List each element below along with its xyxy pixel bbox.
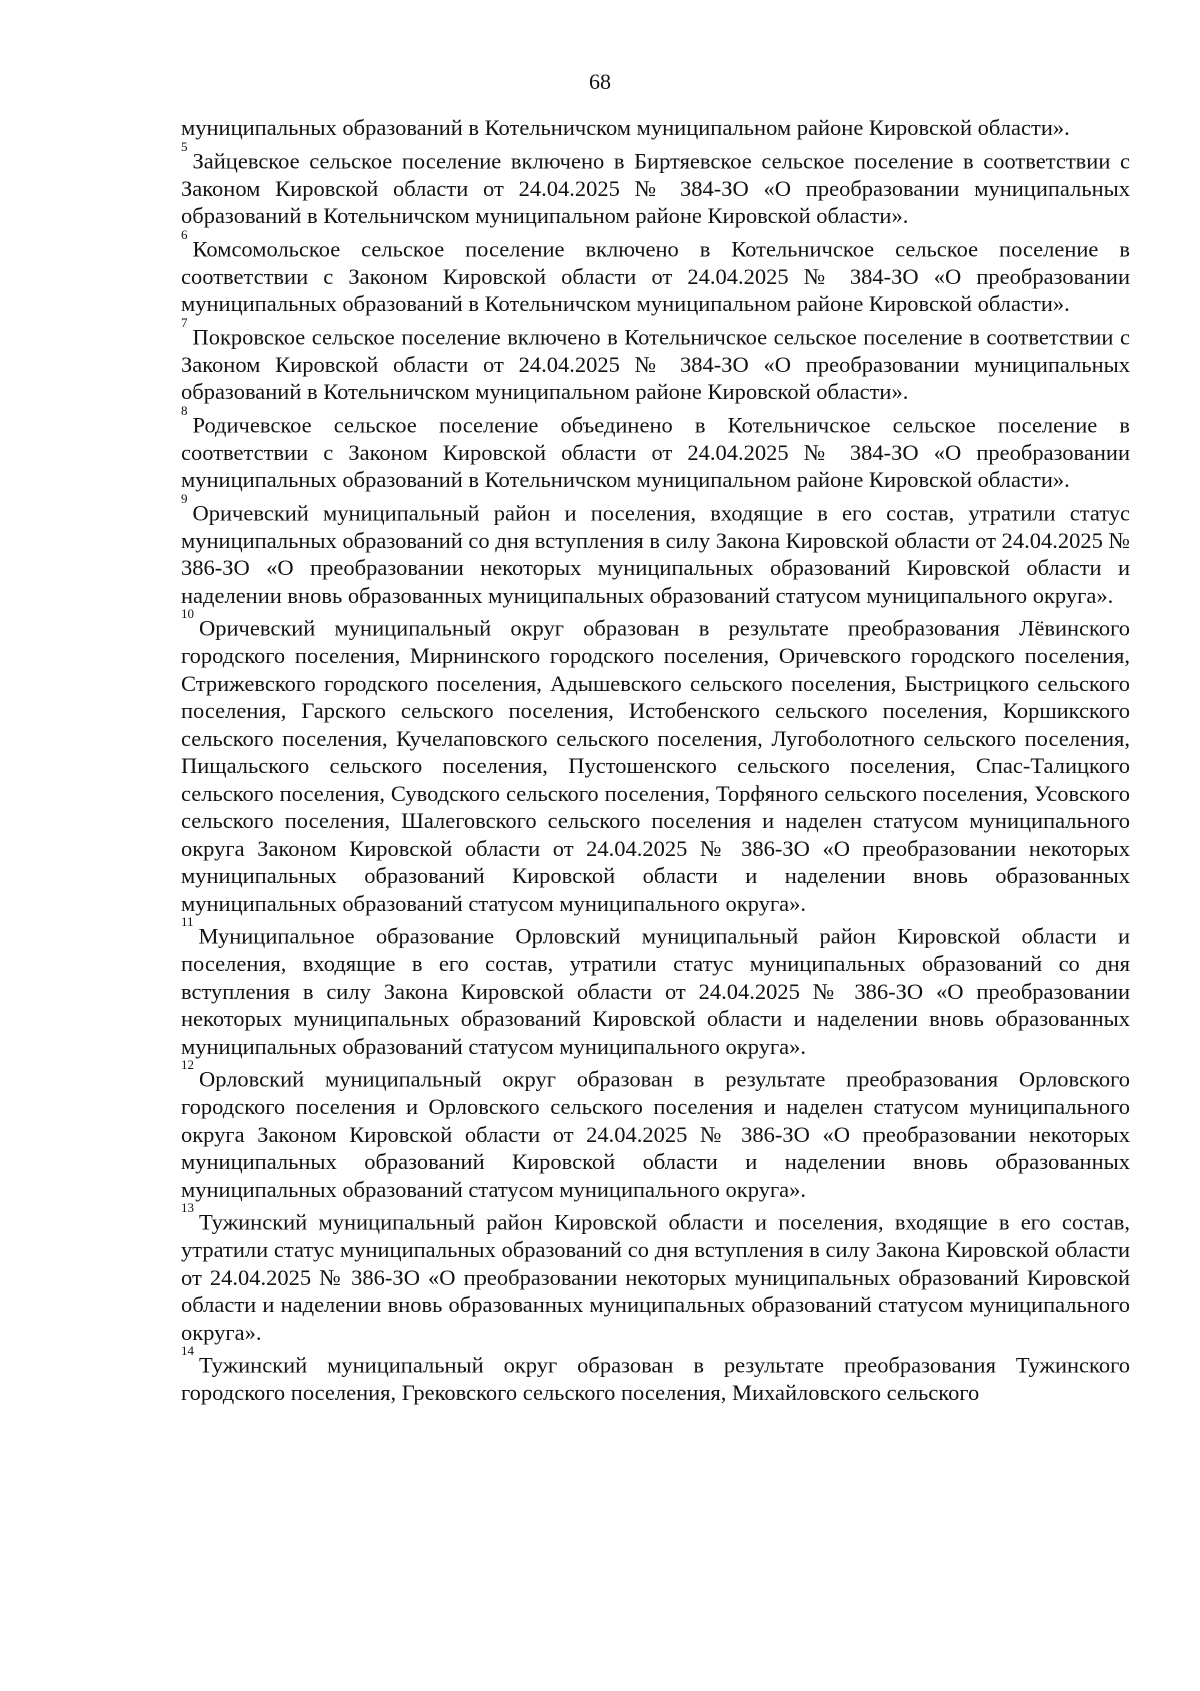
footnote-number: 5 (181, 138, 188, 154)
footnote-number: 8 (181, 402, 188, 418)
footnote-text: Оричевский муниципальный район и поселения, входящие в его состав, утратили статус муниципальных образований со дня вступления в силу Закона Кировской области от 24.04.2025 № 386-ЗО «О преобразовании некоторых муниципальных образований Кировской области и наделении вновь образованных муниципальных образований статусом муниципального округа». (181, 500, 1130, 608)
footnote-text: Тужинский муниципальный район Кировской области и поселения, входящие в его состав, утратили статус муниципальных образований со дня вступления в силу Закона Кировской области от 24.04.2025 № 386-ЗО «О преобразовании некоторых муниципальных образований Кировской области и наделении вновь образованных муниципальных образований статусом муниципального округа». (181, 1209, 1130, 1345)
footnote-12 (181, 1057, 1130, 1203)
document-body (181, 114, 1130, 1407)
footnote-text: Тужинский муниципальный округ образован в результате преобразования Тужинского городского поселения, Грековского сельского поселения, Михайловского сельского (181, 1352, 1130, 1405)
footnote-number: 11 (181, 914, 194, 929)
footnote-9 (181, 490, 1130, 610)
footnote-text: Родичевское сельское поселение объединено в Котельничское сельское поселение в соответствии с Законом Кировской области от 24.04.2025 № 384-ЗО «О преобразовании муниципальных образований в Котельничском муниципальном районе Кировской области». (181, 412, 1130, 492)
footnote-number: 9 (181, 490, 188, 506)
footnote-text: Муниципальное образование Орловский муниципальный район Кировской области и поселения, входящие в его состав, утратили статус муниципальных образований со дня вступления в силу Закона Кировской области от 24.04.2025 № 386-ЗО «О преобразовании некоторых муниципальных образований Кировской области и наделении вновь образованных муниципальных образований статусом муниципального округа». (181, 923, 1130, 1059)
footnote-number: 6 (181, 226, 188, 242)
footnote-text: Орловский муниципальный округ образован в результате преобразования Орловского городского поселения и Орловского сельского поселения и наделен статусом муниципального округа Законом Кировской области от 24.04.2025 № 386-ЗО «О преобразовании некоторых муниципальных образований Кировской области и наделении вновь образованных муниципальных образований статусом муниципального округа». (181, 1066, 1130, 1202)
footnote-number: 7 (181, 314, 188, 330)
footnote-number: 13 (181, 1200, 194, 1215)
footnote-text: Зайцевское сельское поселение включено в Биртяевское сельское поселение в соответствии с Законом Кировской области от 24.04.2025 № 384-ЗО «О преобразовании муниципальных образований в Котельничском муниципальном районе Кировской области». (181, 148, 1130, 228)
footnote-5 (181, 138, 1130, 230)
footnote-14 (181, 1343, 1130, 1407)
footnote-6 (181, 226, 1130, 318)
footnote-13 (181, 1200, 1130, 1346)
footnote-text: муниципальных образований в Котельничском муниципальном районе Кировской области». (181, 115, 1070, 140)
footnote-text: Оричевский муниципальный округ образован в результате преобразования Лёвинского городского поселения, Мирнинского городского поселения, Оричевского городского поселения, Стрижевского городского поселения, Адышевского сельского поселения, Быстрицкого сельского поселения, Гарского сельского поселения, Истобенского сельского поселения, Коршикского сельского поселения, Кучелаповского сельского поселения, Лугоболотного сельского поселения, Пищальского сельского поселения, Пустошенского сельского поселения, Спас-Талицкого сельского поселения, Суводского сельского поселения, Торфяного сельского поселения, Усовского сельского поселения, Шалеговского сельского поселения и наделен статусом муниципального округа Законом Кировской области от 24.04.2025 № 386-ЗО «О преобразовании некоторых муниципальных образований Кировской области и наделении вновь образованных муниципальных образований статусом муниципального округа». (181, 615, 1130, 916)
footnote-continuation (181, 114, 1130, 142)
footnote-text: Покровское сельское поселение включено в Котельничское сельское поселение в соответствии с Законом Кировской области от 24.04.2025 № 384-ЗО «О преобразовании муниципальных образований в Котельничском муниципальном районе Кировской области». (181, 324, 1130, 404)
footnote-number: 10 (181, 606, 194, 621)
footnote-8 (181, 402, 1130, 494)
footnote-11 (181, 914, 1130, 1060)
footnote-7 (181, 314, 1130, 406)
footnote-number: 12 (181, 1057, 194, 1072)
footnote-number: 14 (181, 1343, 194, 1358)
footnote-10 (181, 606, 1130, 917)
footnote-text: Комсомольское сельское поселение включено в Котельничское сельское поселение в соответствии с Законом Кировской области от 24.04.2025 № 384-ЗО «О преобразовании муниципальных образований в Котельничском муниципальном районе Кировской области». (181, 236, 1130, 316)
page-number: 68 (589, 69, 611, 94)
